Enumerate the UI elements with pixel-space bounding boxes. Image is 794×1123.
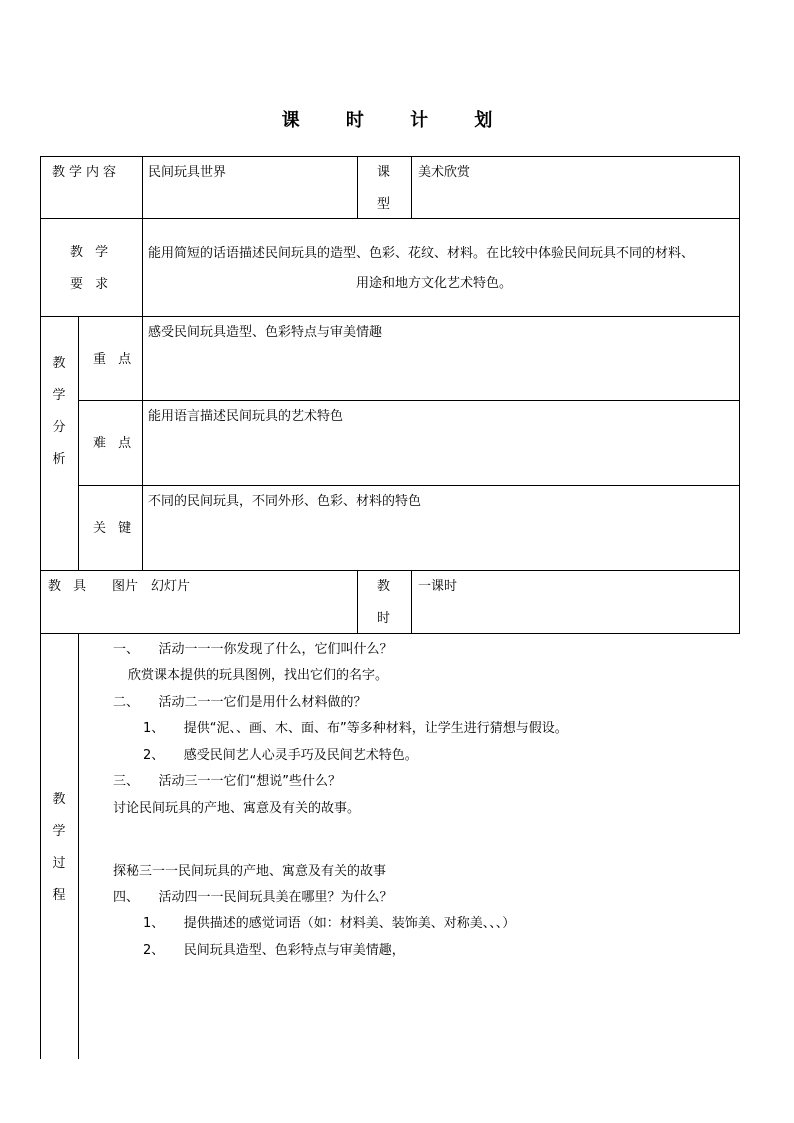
hours-label-1: 教 — [377, 579, 391, 594]
process-line: 三、 活动三一一它们“想说”些什么？ — [113, 774, 341, 789]
hours-value: 一课时 — [418, 579, 458, 594]
type-value: 美术欣赏 — [418, 165, 471, 180]
content-label: 教学内容 — [52, 165, 121, 180]
difficulty-label: 难 点 — [93, 436, 136, 451]
crux-label: 关 键 — [93, 521, 136, 536]
process-line: 讨论民间玩具的产地、寓意及有关的故事。 — [113, 801, 361, 816]
aids-label: 教 具 — [48, 579, 91, 594]
process-line: 一、 活动一一一你发现了什么，它们叫什么？ — [113, 642, 393, 657]
process-line: 1、 提供描述的感觉词语（如：材料美、装饰美、对称美、、、） — [143, 916, 516, 931]
key-point-value: 感受民间玩具造型、色彩特点与审美情趣 — [148, 325, 383, 340]
process-line: 1、 提供“泥、、画、木、面、布”等多种材料，让学生进行猜想与假设。 — [143, 721, 568, 736]
key-point-label: 重 点 — [93, 352, 136, 367]
process-line: 探秘三一一民间玩具的产地、寓意及有关的故事 — [113, 864, 387, 879]
process-line: 二、 活动二一一它们是用什么材料做的？ — [113, 695, 367, 710]
type-label-1: 课 — [377, 165, 391, 180]
content-value: 民间玩具世界 — [148, 165, 227, 180]
requirements-line-1: 能用简短的话语描述民间玩具的造型、色彩、花纹、材料。在比较中体验民间玩具不同的材料、 — [148, 246, 695, 261]
type-label-2: 型 — [377, 197, 391, 212]
process-line: 2、 民间玩具造型、色彩特点与审美情趣， — [143, 943, 405, 958]
process-line: 2、 感受民间艺人心灵手巧及民间艺术特色。 — [143, 748, 418, 763]
process-line: 欣赏课本提供的玩具图例，找出它们的名字。 — [128, 668, 389, 683]
difficulty-value: 能用语言描述民间玩具的艺术特色 — [148, 409, 344, 424]
requirements-line-2: 用途和地方文化艺术特色。 — [356, 276, 513, 291]
requirements-label-1: 教 学 — [70, 245, 113, 260]
hours-label-2: 时 — [377, 611, 391, 626]
crux-value: 不同的民间玩具，不同外形、色彩、材料的特色 — [148, 494, 422, 509]
requirements-label-2: 要 求 — [70, 277, 113, 292]
process-line: 四、 活动四一一民间玩具美在哪里？为什么？ — [113, 890, 393, 905]
aids-value: 图片 幻灯片 — [112, 579, 191, 594]
page-title: 课 时 计 划 — [281, 110, 513, 131]
